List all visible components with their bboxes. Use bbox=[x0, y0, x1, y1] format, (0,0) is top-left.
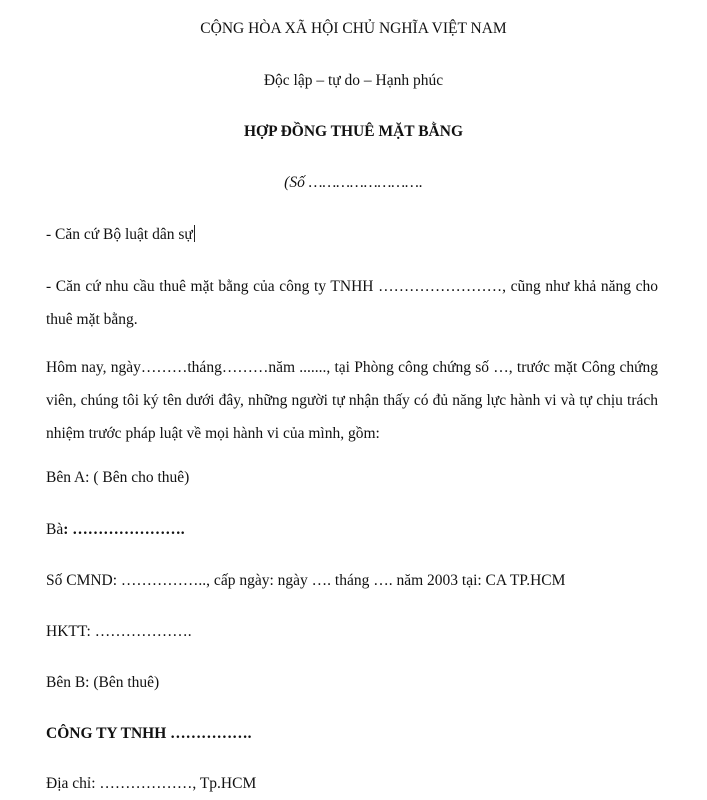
basis-civil-code-text: - Căn cứ Bộ luật dân sự bbox=[46, 226, 193, 243]
party-a-name bbox=[46, 520, 658, 540]
country-heading: CỘNG HÒA XÃ HỘI CHỦ NGHĨA VIỆT NAM bbox=[200, 20, 507, 37]
party-a-name-prefix: Bà bbox=[46, 521, 64, 538]
contract-number: (Số ……………………. bbox=[284, 174, 423, 191]
party-b-label: Bên B: (Bên thuê) bbox=[46, 674, 160, 691]
party-b-address: Địa chỉ: ………………, Tp.HCM bbox=[46, 775, 257, 792]
party-b-company: CÔNG TY TNHH ……………. bbox=[46, 725, 252, 742]
party-a-id-line: Số CMND: …………….., cấp ngày: ngày …. tháng …. năm 2003 tại: CA TP.HCM bbox=[46, 572, 566, 589]
party-a-label: Bên A: ( Bên cho thuê) bbox=[46, 469, 190, 486]
party-a-hktt: HKTT: ………………. bbox=[46, 623, 192, 640]
basis-civil-code[interactable] bbox=[46, 225, 658, 245]
contract-title: HỢP ĐỒNG THUÊ MẶT BẰNG bbox=[243, 123, 464, 140]
party-a-name-value: : …………………. bbox=[63, 521, 185, 538]
basis-needs-paragraph: - Căn cứ nhu cầu thuê mặt bằng của công ty TNHH ……………………, cũng như khả năng cho thuê mặt bằng. bbox=[46, 278, 658, 328]
national-motto: Độc lập – tự do – Hạnh phúc bbox=[263, 72, 444, 89]
intro-paragraph: Hôm nay, ngày………tháng………năm ......., tại Phòng công chứng số …, trước mặt Công chứng viên, chúng tôi ký tên dưới đây, những người tự nhận thấy có đủ năng lực hành vi và tự chịu trách nhiệm trước pháp luật về mọi hành vi của mình, gồm: bbox=[46, 359, 658, 442]
text-cursor bbox=[194, 225, 195, 242]
